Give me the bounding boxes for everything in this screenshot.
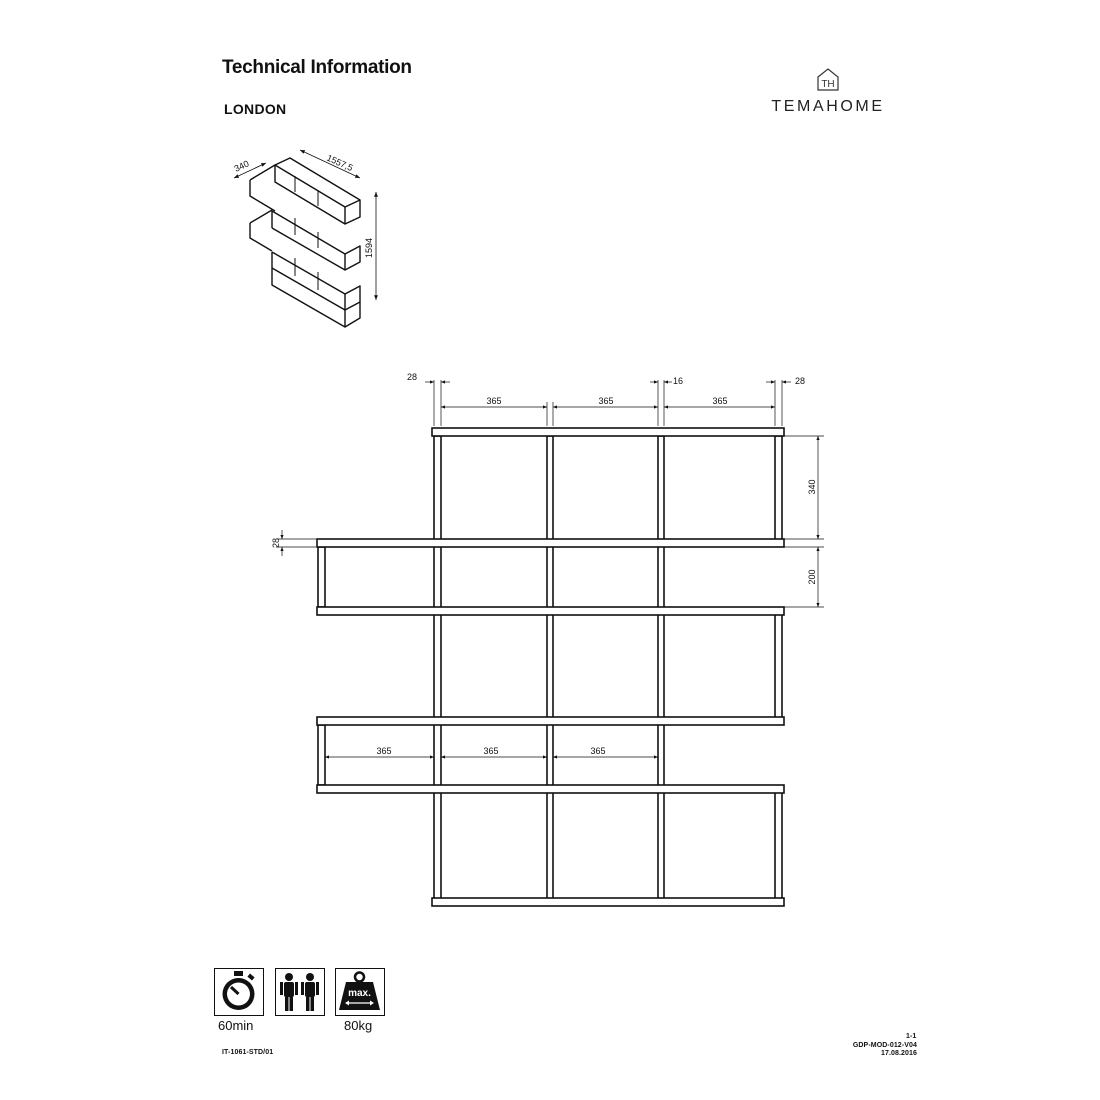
revision-date: 17.08.2016 [880,1050,917,1057]
compartment-dim-label: 365 [598,396,614,406]
height-dimension-label: 1594 [364,237,374,258]
depth-dimension-label: 340 [232,158,251,174]
max-load-label: 80kg [344,1018,373,1033]
compartment-dim-label: 365 [486,396,502,406]
tall-row-dim-label: 340 [807,479,817,495]
form-code: GDP-MOD-012-V04 [852,1042,917,1049]
document-code: IT-1061-STD/01 [222,1049,274,1056]
weight-icon [335,968,385,1016]
brand-monogram: TH [821,79,835,90]
compartment-dim-label: 365 [376,746,392,756]
shelf-thickness-label: 28 [271,537,281,549]
compartment-dim-label: 365 [712,396,728,406]
stopwatch-icon [214,968,264,1016]
compartment-dim-label: 365 [483,746,499,756]
two-persons-icon [275,968,325,1016]
page-number: 1-1 [906,1033,917,1040]
product-name: LONDON [224,101,287,117]
compartment-dim-label: 365 [590,746,606,756]
top-panel-dim-label: 28 [407,372,418,382]
isometric-view [250,158,360,327]
front-elevation [317,428,784,906]
max-badge: max. [348,988,371,999]
assembly-time-label: 60min [218,1018,254,1033]
width-dimension-label: 1557,5 [325,152,355,174]
page-title: Technical Information [222,57,412,78]
side-panel-dim-label: 28 [795,376,806,386]
brand-name: TEMAHOME [771,98,885,115]
short-row-dim-label: 200 [807,569,817,585]
divider-dim-label: 16 [673,376,684,386]
